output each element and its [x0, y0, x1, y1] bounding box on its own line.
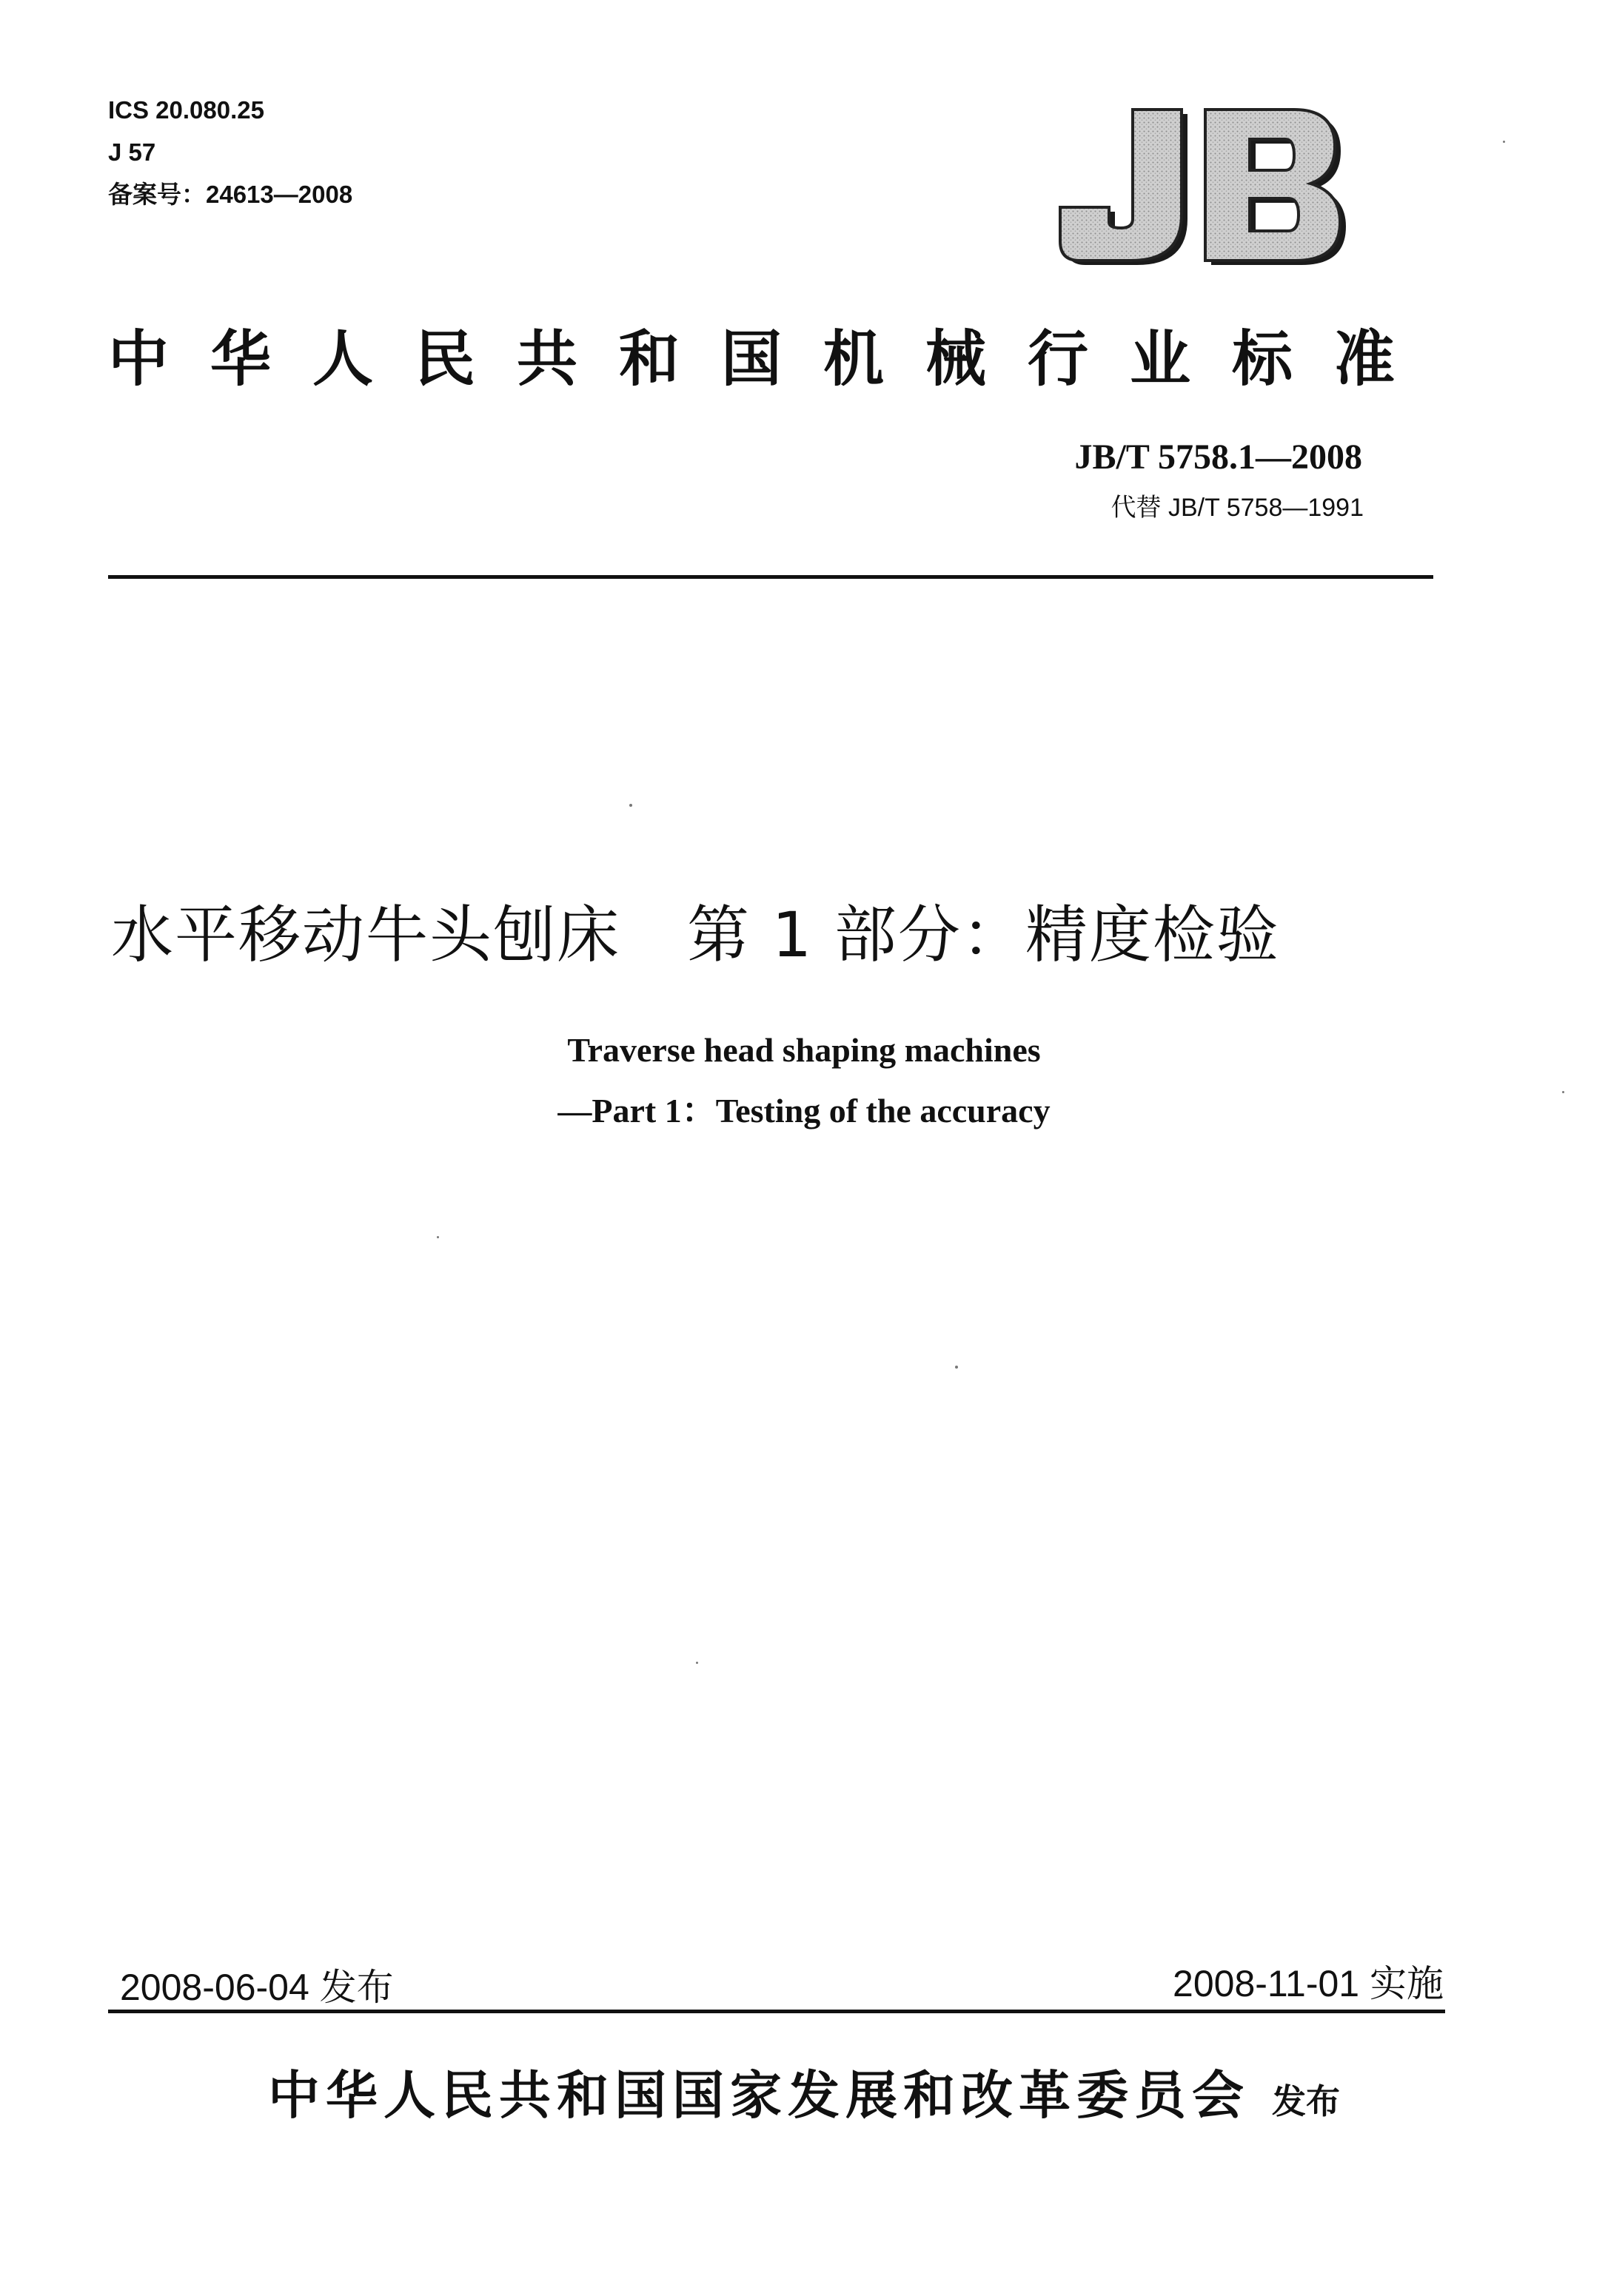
scan-speck [955, 1366, 958, 1369]
issue-action: 发布 [1272, 2081, 1340, 2121]
replaces-standard: 代替 JB/T 5758—1991 [1110, 494, 1364, 522]
chinese-title-part: 第 1 部分：精度检验 [687, 899, 1280, 971]
issuing-authority [0, 2054, 1608, 2129]
ccs-code: J 57 [108, 138, 156, 166]
record-number: 备案号：24613—2008 [108, 181, 353, 208]
header-divider [108, 575, 1433, 579]
standard-code [1075, 437, 1363, 477]
english-title-line-1: Traverse head shaping machines [567, 1031, 1041, 1069]
standard-code-text: JB/T 5758.1—2008 [1074, 437, 1362, 477]
implementation-date: 2008-11-01 实施 [1173, 1963, 1444, 2004]
jb-logo [1050, 104, 1350, 270]
scan-speck [1503, 141, 1505, 143]
scan-speck [629, 804, 632, 807]
publish-date: 2008-06-04 发布 [120, 1967, 394, 2008]
issuing-organization: 中华人民共和国国家发展和改革委员会 [268, 2065, 1250, 2126]
standard-organization-title: 中华人民共和国机械行业标准 [108, 324, 1437, 395]
scan-speck [437, 1236, 439, 1238]
english-title-line-2: —Part 1：Testing of the accuracy [557, 1092, 1051, 1129]
scan-speck [696, 1662, 698, 1664]
chinese-title [111, 885, 1280, 975]
ics-code: ICS 20.080.25 [108, 96, 264, 124]
scan-speck [1562, 1091, 1564, 1093]
footer-divider [108, 2010, 1445, 2013]
classification-block [108, 89, 352, 215]
chinese-title-main: 水平移动牛头刨床 [111, 899, 621, 971]
